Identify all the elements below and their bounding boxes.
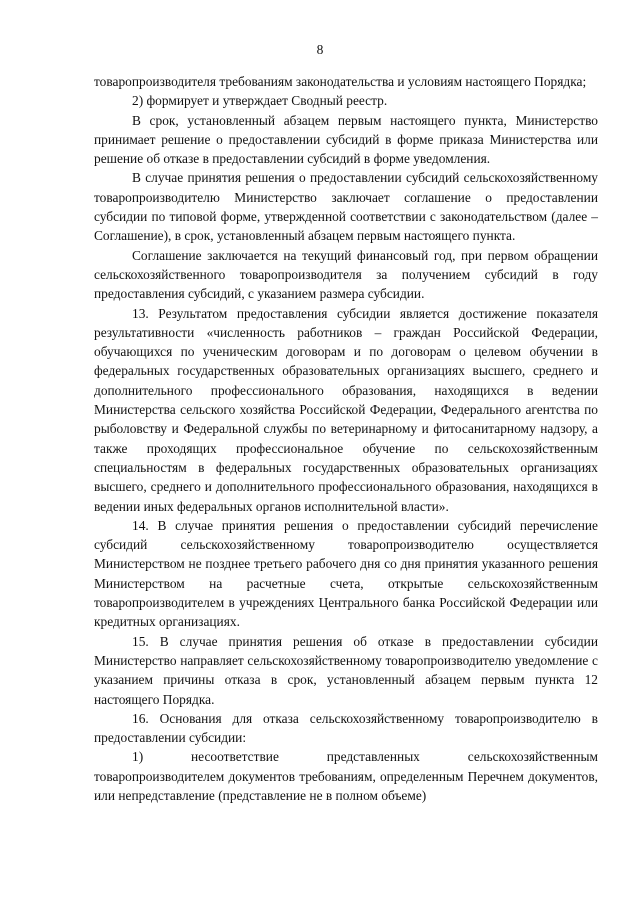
document-body: [94, 72, 598, 805]
paragraph-14-transfer: 14. В случае принятия решения о предоставлении субсидий перечисление субсидий сельскохозяйственному товаропроизводителю осуществляется Министерством не позднее третьего рабочего дня со дня принятия указанного решения Министерством на расчетные счета, открытые сельскохозяйственным товаропроизводителем в учреждениях Центрального банка Российской Федерации или кредитных организациях.: [94, 517, 598, 630]
paragraph-decision-term: В срок, установленный абзацем первым настоящего пункта, Министерство принимает решение о предоставлении субсидий в форме приказа Министерства или решение об отказе в предоставлении субсидий в форме уведомления.: [94, 112, 598, 167]
paragraph-agreement-conclusion: В случае принятия решения о предоставлении субсидий сельскохозяйственному товаропроизводителю Министерство заключает соглашение о предоставлении субсидии по типовой форме, утвержденной соответствии с законодательством (далее – Соглашение), в срок, установленный абзацем первым настоящего пункта.: [94, 170, 598, 244]
paragraph-16-item-1: 1) несоответствие представленных сельскохозяйственным товаропроизводителем документов требованиям, определенным Перечнем документов, или непредставление (представление не в полном объеме): [94, 749, 598, 803]
paragraph-agreement-year: Соглашение заключается на текущий финансовый год, при первом обращении сельскохозяйственного товаропроизводителя за получением субсидий в году предоставления субсидий, с указанием размера субсидии.: [94, 247, 598, 302]
page-number: 8: [316, 42, 324, 57]
paragraph-16-refusal-grounds: 16. Основания для отказа сельскохозяйственному товаропроизводителю в предоставлении субсидии:: [94, 710, 598, 746]
paragraph-continuation: товаропроизводителя требованиям законодательства и условиям настоящего Порядка;: [94, 74, 587, 89]
paragraph-15-refusal-notice: 15. В случае принятия решения об отказе в предоставлении субсидии Министерство направляет сельскохозяйственному товаропроизводителю уведомление с указанием причины отказа в срок, установленный абзацем первым пункта 12 настоящего Порядка.: [94, 633, 598, 707]
paragraph-item-2: 2) формирует и утверждает Сводный реестр.: [132, 93, 388, 109]
paragraph-13-result: 13. Результатом предоставления субсидии является достижение показателя результативности «численность работников – граждан Российской Федерации, обучающихся по ученическим договорам и по договорам о целевом обучении в федеральных государственных образовательных организациях высшего, среднего и дополнительного профессионального образования, находящихся в ведении Министерства сельского хозяйства Российской Федерации, Федерального агентства по рыболовству и Федеральной службы по ветеринарному и фитосанитарному надзору, а также проходящих профессиональное обучение по сельскохозяйственным специальностям в федеральных государственных образовательных организациях высшего, среднего и дополнительного профессионального образования, находящихся в ведении иных федеральных органов исполнительной власти».: [94, 305, 598, 514]
